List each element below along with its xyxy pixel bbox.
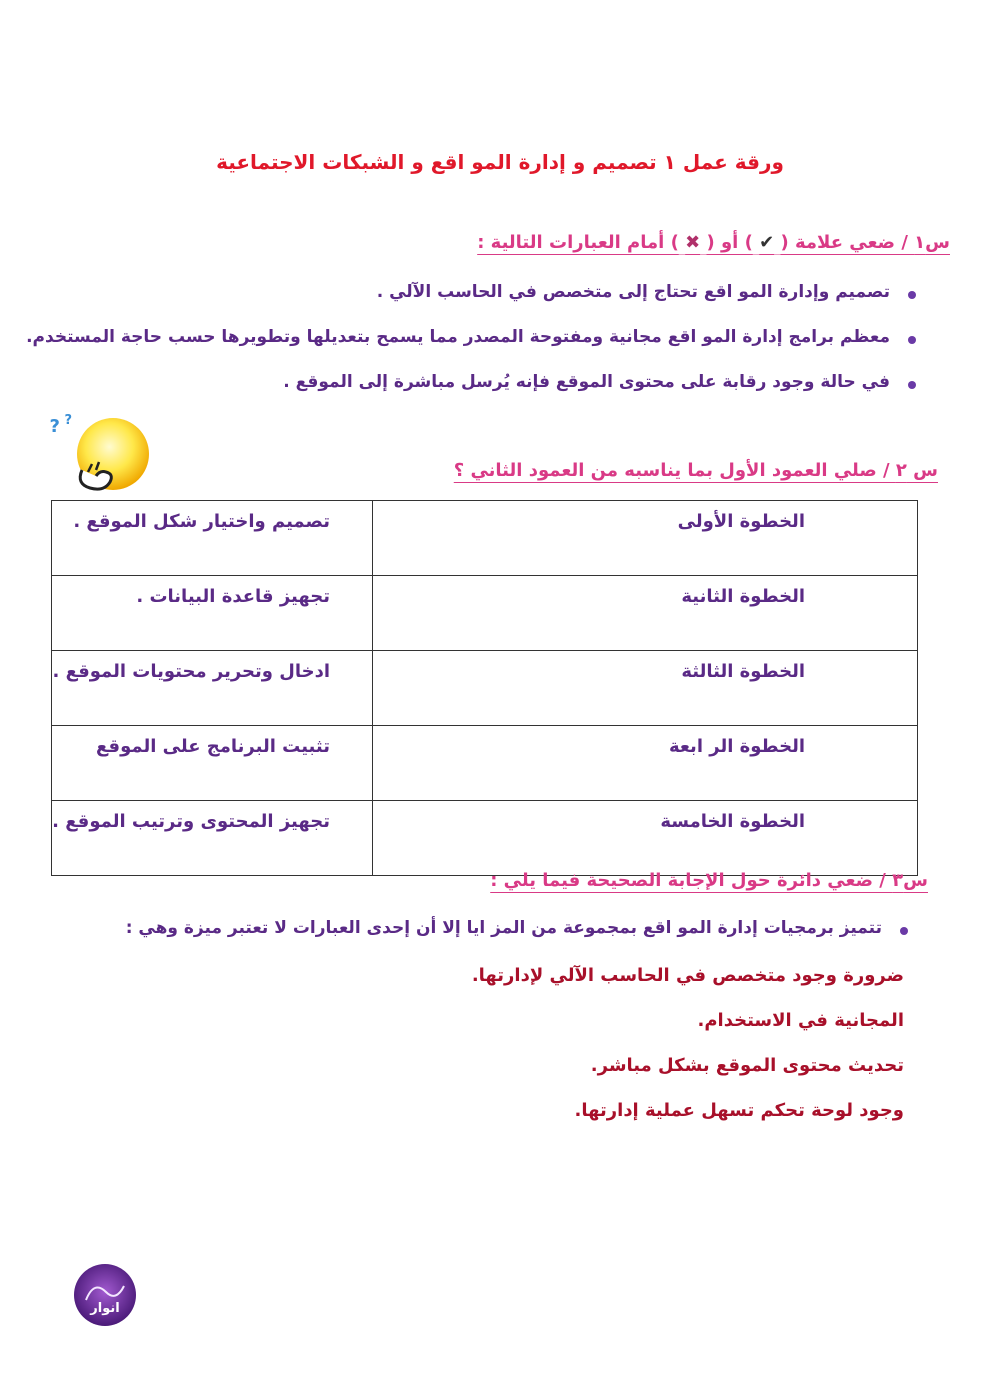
action-cell: تصميم واختيار شكل الموقع . (52, 501, 373, 576)
answer-option[interactable]: المجانية في الاستخدام. (697, 1010, 904, 1031)
action-cell: تجهيز المحتوى وترتيب الموقع . (52, 801, 373, 876)
q1-heading-mid: ) أو ( (706, 232, 753, 253)
table-row (52, 576, 918, 651)
table-row (52, 651, 918, 726)
step-cell: الخطوة الثانية (373, 576, 918, 651)
step-cell: الخطوة الخامسة (373, 801, 918, 876)
step-cell: الخطوة الر ابعة (373, 726, 918, 801)
answer-option[interactable]: وجود لوحة تحكم تسهل عملية إدارتها. (574, 1100, 904, 1121)
q1-heading (477, 232, 950, 253)
action-cell: ادخال وتحرير محتويات الموقع . (52, 651, 373, 726)
matching-table (51, 500, 918, 876)
q3-heading: س٣ / ضعي دائرة حول الإجابة الصحيحة فيما يلي : (490, 870, 928, 891)
answer-option[interactable]: ضرورة وجود متخصص في الحاسب الآلي لإدارتها. (471, 965, 904, 986)
check-mark-icon: ✔ (759, 232, 775, 253)
action-cell: تثبيت البرنامج على الموقع (52, 726, 373, 801)
q1-heading-end: ) أمام العبارات التالية : (477, 232, 679, 253)
table-row (52, 801, 918, 876)
q1-statement: في حالة وجود رقابة على محتوى الموقع فإنه يُرسل مباشرة إلى الموقع . (80, 372, 920, 417)
table-row (52, 726, 918, 801)
svg-text:?: ? (49, 416, 60, 437)
author-logo (72, 1262, 138, 1328)
q3-statement: تتميز برمجيات إدارة المو اقع بمجموعة من المز ايا إلا أن إحدى العبارات لا تعتبر ميزة وهي : (72, 918, 912, 938)
q1-heading-start: س١ / ضعي علامة ( (780, 232, 950, 253)
q1-statement-list (26, 282, 920, 417)
q1-statement: تصميم وإدارة المو اقع تحتاج إلى متخصص في الحاسب الآلي . (80, 282, 920, 327)
action-cell: تجهيز قاعدة البيانات . (52, 576, 373, 651)
answer-options (472, 965, 904, 1145)
cross-mark-icon: ✖ (685, 232, 701, 253)
q3-statement-list (72, 918, 912, 938)
step-cell: الخطوة الأولى (373, 501, 918, 576)
page-title: ورقة عمل ١ تصميم و إدارة المو اقع و الشبكات الاجتماعية (216, 150, 784, 174)
thinking-face-icon (49, 410, 152, 500)
table-row (52, 501, 918, 576)
step-cell: الخطوة الثالثة (373, 651, 918, 726)
answer-option[interactable]: تحديث محتوى الموقع بشكل مباشر. (590, 1055, 904, 1076)
q1-statement: معظم برامج إدارة المو اقع مجانية ومفتوحة المصدر مما يسمح بتعديلها وتطويرها حسب حاجة المستخدم. (80, 327, 920, 372)
logo-text: انوار (90, 1301, 120, 1316)
q2-heading: س ٢ / صلي العمود الأول بما يناسبه من العمود الثاني ؟ (453, 460, 938, 481)
svg-text:?: ? (64, 413, 72, 428)
